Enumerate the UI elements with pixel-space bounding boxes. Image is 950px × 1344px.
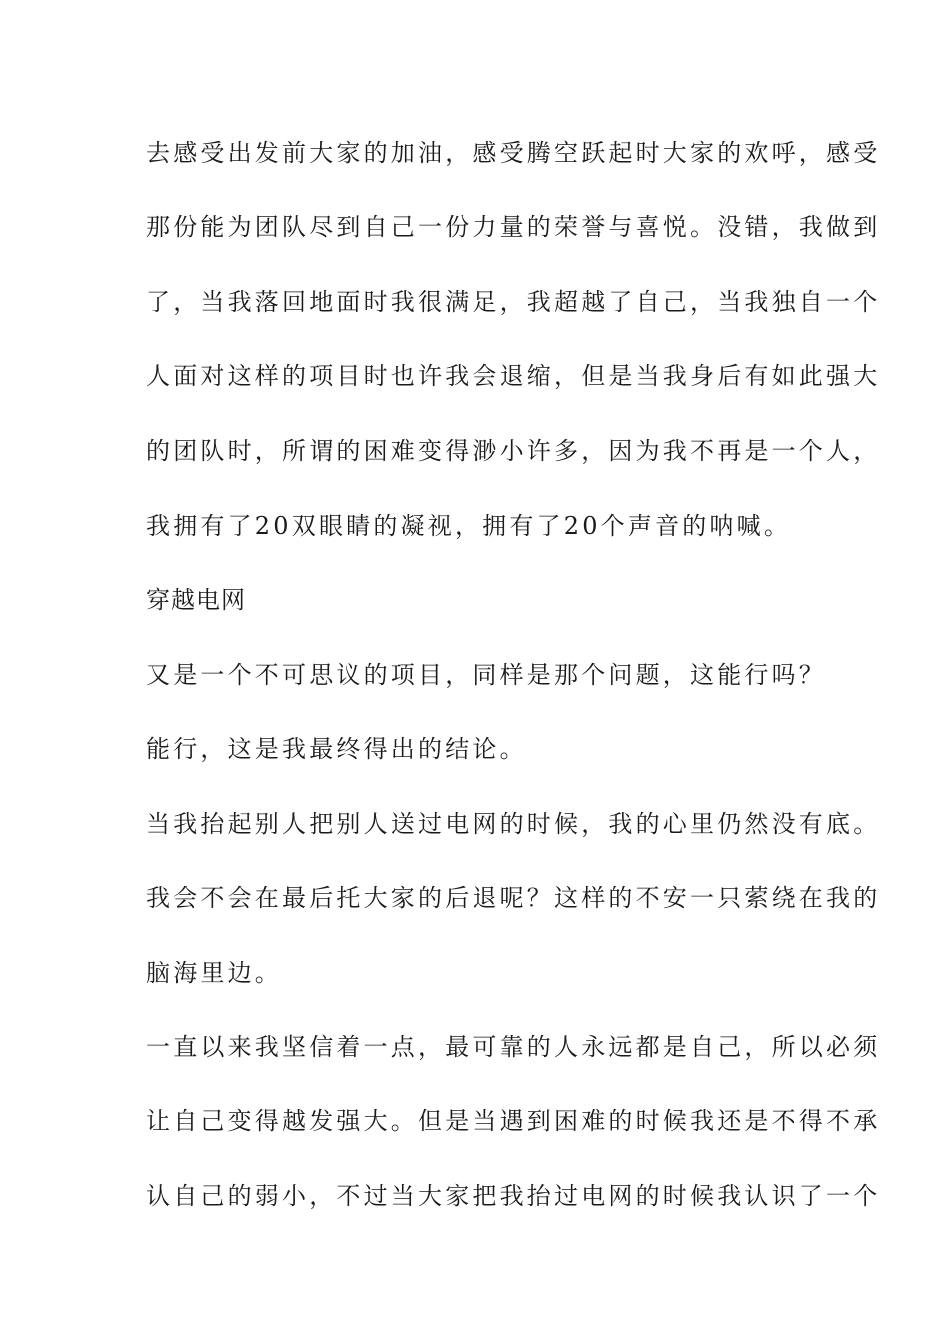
text-line: 了，当我落回地面时我很满足，我超越了自己，当我独自一个 (146, 288, 881, 316)
text-line: 我会不会在最后托大家的后退呢？这样的不安一只萦绕在我的 (146, 884, 881, 912)
text-line: 让自己变得越发强大。但是当遇到困难的时候我还是不得不承 (146, 1107, 881, 1135)
section-heading: 穿越电网 (146, 586, 246, 614)
text-line: 当我抬起别人把别人送过电网的时候，我的心里仍然没有底。 (146, 810, 881, 838)
text-line: 能行，这是我最终得出的结论。 (146, 735, 527, 763)
text-line: 认自己的弱小，不过当大家把我抬过电网的时候我认识了一个 (146, 1182, 881, 1210)
text-line: 那份能为团队尽到自己一份力量的荣誉与喜悦。没错，我做到 (146, 213, 881, 241)
text-line: 又是一个不可思议的项目，同样是那个问题，这能行吗？ (146, 661, 826, 689)
text-line: 脑海里边。 (146, 959, 282, 987)
text-line: 一直以来我坚信着一点，最可靠的人永远都是自己，所以必须 (146, 1033, 881, 1061)
text-line: 人面对这样的项目时也许我会退缩，但是当我身后有如此强大 (146, 362, 881, 390)
text-line: 去感受出发前大家的加油，感受腾空跃起时大家的欢呼，感受 (146, 139, 881, 167)
text-line: 的团队时，所谓的困难变得渺小许多，因为我不再是一个人， (146, 437, 881, 465)
text-line: 我拥有了20双眼睛的凝视，拥有了20个声音的呐喊。 (146, 512, 792, 540)
